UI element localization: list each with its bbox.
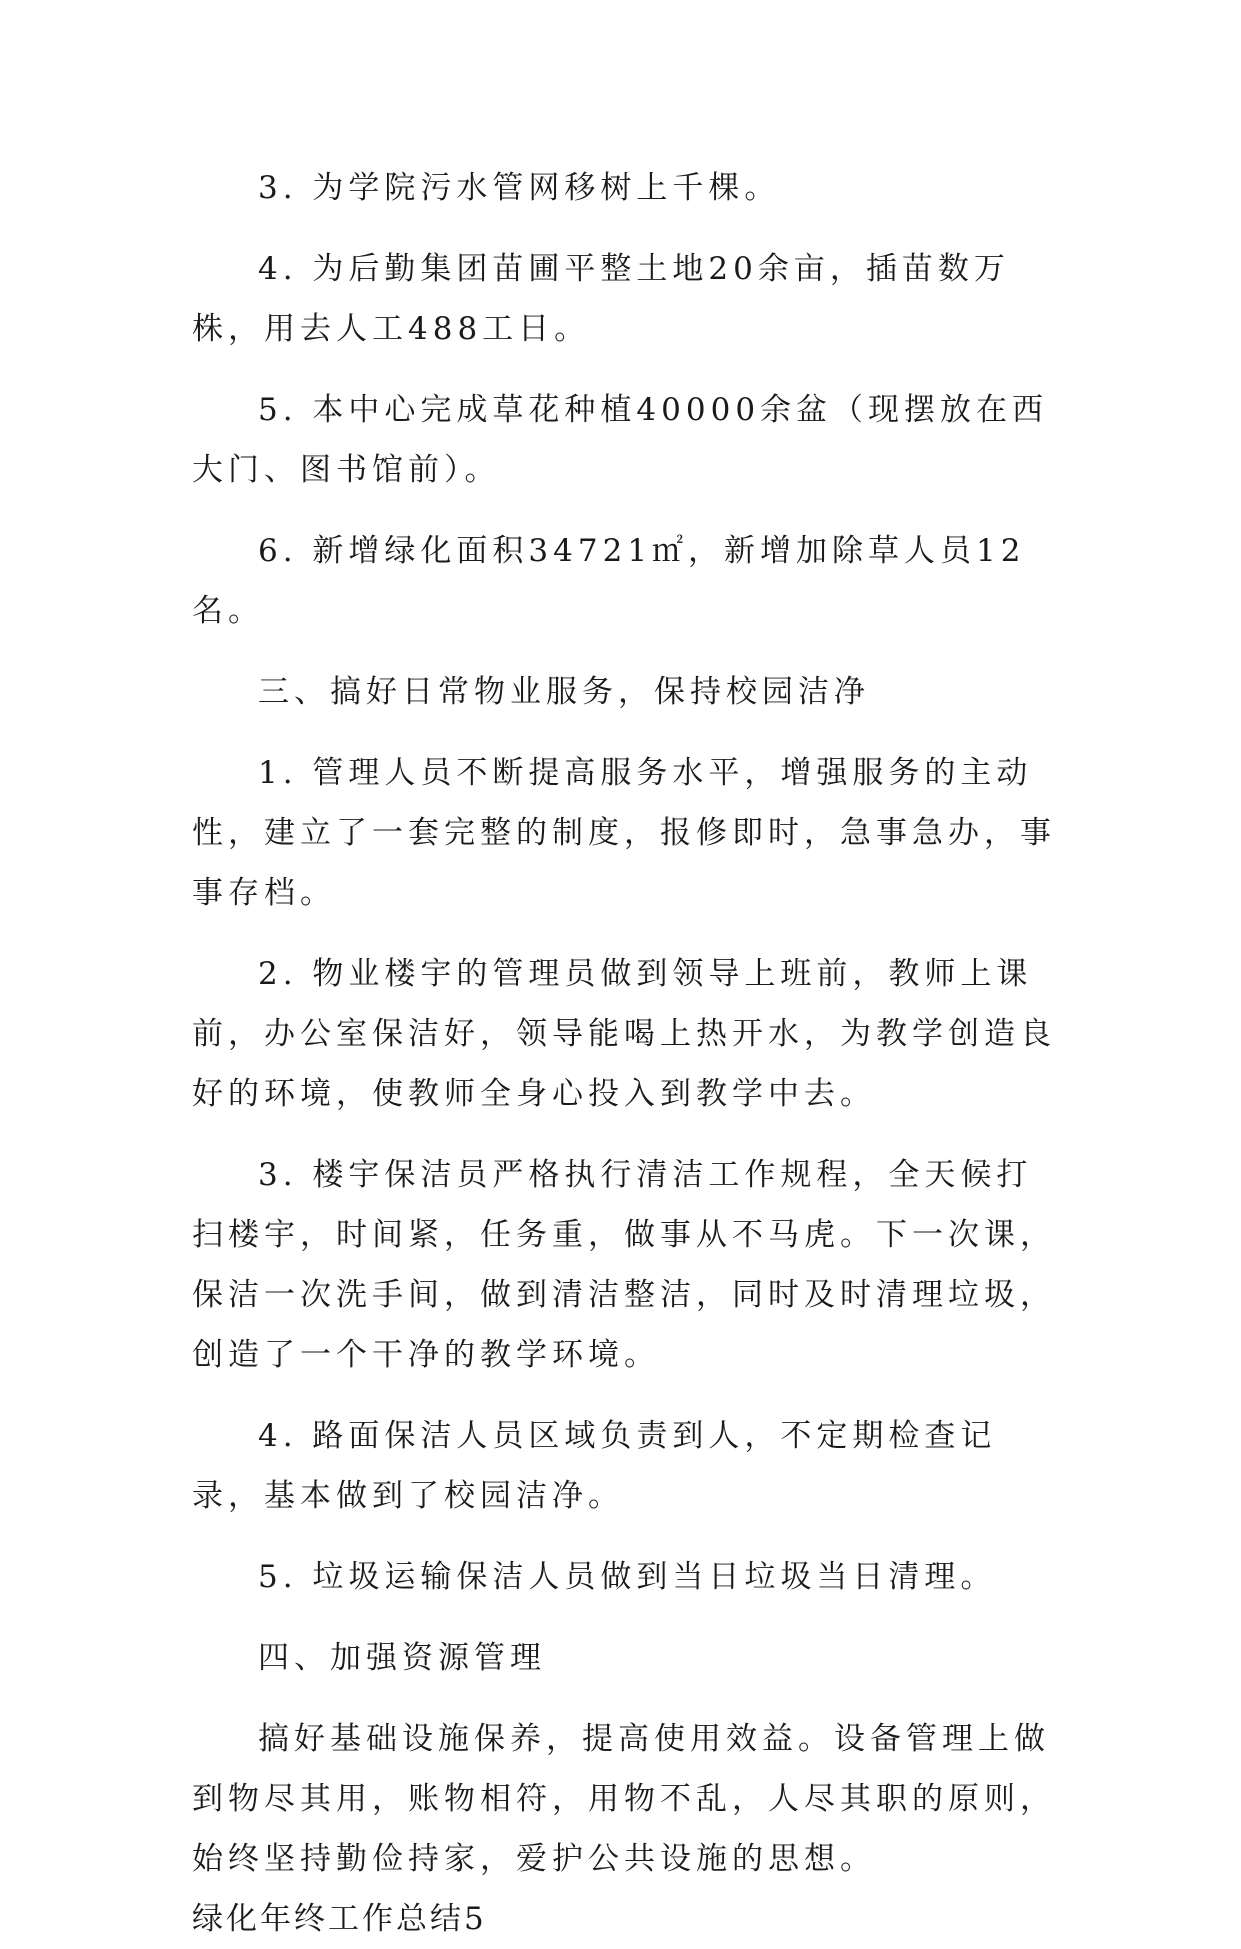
paragraph-item-5-flowers: 5. 本中心完成草花种植40000余盆（现摆放在西大门、图书馆前）。 bbox=[192, 392, 1049, 488]
paragraph-item-2-building-admin: 2. 物业楼宇的管理员做到领导上班前，教师上课前，办公室保洁好，领导能喝上热开水，为教学创造良好的环境，使教师全身心投入到教学中去。 bbox=[192, 956, 1056, 1112]
paragraph-item-6-green-area: 6. 新增绿化面积34721㎡，新增加除草人员12名。 bbox=[192, 533, 1026, 629]
paragraph-item-5-garbage: 5. 垃圾运输保洁人员做到当日垃圾当日清理。 bbox=[258, 1559, 997, 1595]
paragraph-item-3-cleaners: 3. 楼宇保洁员严格执行清洁工作规程，全天候打扫楼宇，时间紧，任务重，做事从不马虎。下一次课，保洁一次洗手间，做到清洁整洁，同时及时清理垃圾，创造了一个干净的教学环境。 bbox=[192, 1157, 1056, 1373]
paragraph-item-3-trees: 3. 为学院污水管网移树上千棵。 bbox=[258, 170, 781, 206]
section-heading-resource-management: 四、加强资源管理 bbox=[258, 1640, 546, 1676]
paragraph-resource-management: 搞好基础设施保养，提高使用效益。设备管理上做到物尽其用，账物相符，用物不乱，人尽其职的原则，始终坚持勤俭持家，爱护公共设施的思想。 bbox=[192, 1721, 1056, 1877]
paragraph-item-4-road-cleaning: 4. 路面保洁人员区域负责到人，不定期检查记录，基本做到了校园洁净。 bbox=[192, 1418, 997, 1514]
section-title: 绿化年终工作总结5 bbox=[192, 1901, 487, 1937]
paragraph-item-4-nursery: 4. 为后勤集团苗圃平整土地20余亩，插苗数万株，用去人工488工日。 bbox=[192, 251, 1010, 347]
paragraph-item-1-management: 1. 管理人员不断提高服务水平，增强服务的主动性，建立了一套完整的制度，报修即时，急事急办，事事存档。 bbox=[192, 755, 1056, 911]
document-body bbox=[192, 158, 1062, 1949]
section-heading-property-service: 三、搞好日常物业服务，保持校园洁净 bbox=[258, 674, 870, 710]
